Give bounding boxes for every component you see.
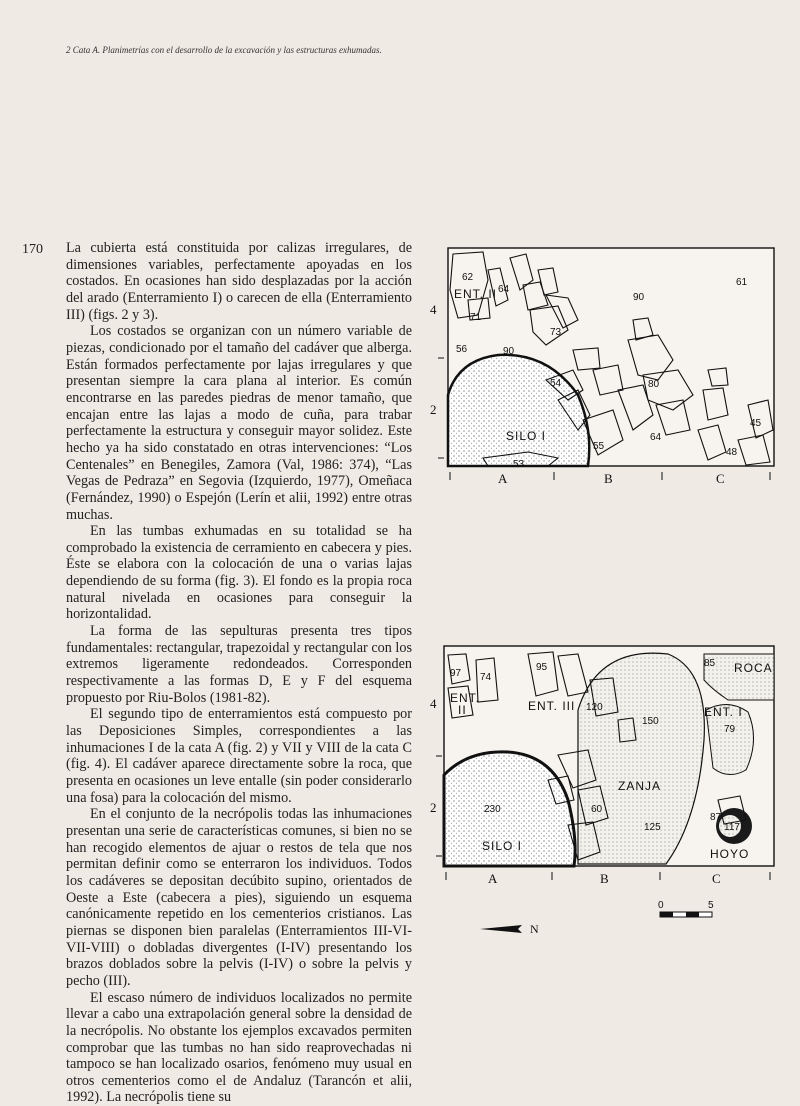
col-label: B (600, 871, 609, 886)
plan-label: ROCA (734, 661, 773, 675)
site-plan-top (428, 240, 780, 490)
paragraph: En las tumbas exhumadas en su totalidad se ha comprobado la existencia de cerramiento en cabecera y pies. Éste se elabora con la colocación de una o varias lajas dependiendo de su forma (fig. 3). El fondo es la propia roca natural nivelada en ocasiones para conseguir la horizontalidad. (66, 523, 412, 623)
paragraph: El segundo tipo de enterramientos está compuesto por las Deposiciones Simples, correspondientes a las inhumaciones I de la cata A (fig. 2) y VII y VIII de la cata C (fig. 4). El cadáver aparece directamente sobre la roca, que presenta en ocasiones un leve entalle (sin poder considerarlo una fosa) para la colocación del mismo. (66, 706, 412, 806)
col-label: C (716, 471, 725, 486)
north-label: N (530, 922, 539, 936)
plan-label: 87 (710, 812, 722, 823)
scale-start: 0 (658, 900, 664, 911)
plan-label: 150 (642, 716, 659, 727)
plan-label: 97 (450, 668, 462, 679)
plan-label: 117 (724, 822, 740, 833)
plan-label: 79 (724, 724, 736, 735)
plan-label: 62 (462, 272, 474, 283)
plan-label: HOYO (710, 847, 750, 861)
plan-label: 90 (503, 346, 515, 357)
plan-label: 85 (704, 658, 716, 669)
plan-label: ENT. (450, 691, 481, 705)
plan-label: 61 (736, 277, 748, 288)
figure-caption: 2 Cata A. Planimetrías con el desarrollo de la excavación y las estructuras exhumadas. (66, 45, 382, 55)
paragraph: En el conjunto de la necrópolis todas las inhumaciones presentan una serie de características comunes, si bien no se han recogido elementos de ajuar o restos de tela que nos permitan definir como se enterraron los individuos. Todos los cadáveres se depositan decúbito supino, orientados de Oeste a Este (cabecera a pies), siguiendo un esquema canónicamente repetido en los cementerios cristianos. Las piernas se disponen bien paralelas (Enterramientos III-VI-VII-VIII) o dobladas divergentes (I-IV) presentando los brazos doblados sobre la pelvis (I-IV) o sobre la pelvis y pecho (III). (66, 806, 412, 989)
paragraph: La cubierta está constituida por calizas irregulares, de dimensiones variables, perfectamente apoyadas en los costados. En ocasiones han sido desplazadas por la acción del arado (Enterramiento I) o carecen de ella (Enterramiento III) (figs. 2 y 3). (66, 240, 412, 323)
row-label: 2 (430, 402, 437, 417)
north-arrow (478, 916, 558, 942)
scale-bar (652, 898, 722, 924)
site-plan-bottom (428, 640, 780, 890)
col-label: A (488, 871, 498, 886)
paragraph: Los costados se organizan con un número variable de piezas, condicionado por el tamaño del cadáver que alberga. Están formados perfectamente por lajas irregulares y que presentan siempre la cara plana al interior. Es común encontrarse en las paredes piedras de menor tamaño, que encajan entre las lajas a modo de cuña, para trabar perfectamente la estructura y conseguir mayor solidez. Este hecho ya ha sido constatado en otras intervenciones: “Los Centenales” en Benegiles, Zamora (Val, 1986: 374), “Las Vegas de Pedraza” en Segovia (Izquierdo, 1977), Omeñaca (Fernández, 1990) o Espejón (Lerín et alii, 1992) entre otras muchas. (66, 323, 412, 523)
plan-label: SILO I (506, 429, 547, 443)
plan-label: 60 (591, 804, 603, 815)
plan-label: 55 (593, 441, 605, 452)
plan-label: 80 (648, 379, 660, 390)
paragraph: El escaso número de individuos localizados no permite llevar a cabo una extrapolación general sobre la densidad de la necrópolis. No obstante los ejemplos excavados permiten comprobar que las tumbas no han sido reaprovechadas ni tampoco se han localizado osarios, fenómeno muy usual en otros cementerios como el de Andaluz (Tarancón et alii, 1992). La necrópolis tiene su (66, 989, 412, 1106)
plan-label: 230 (484, 804, 501, 815)
plan-label: ENT. III (528, 699, 576, 713)
plan-label: ENT. I (704, 705, 743, 719)
page-number: 170 (22, 242, 43, 257)
plan-label: 53 (513, 459, 525, 470)
plan-label: 64 (650, 432, 662, 443)
plan-label: 90 (633, 292, 645, 303)
plan-label: 54 (550, 378, 562, 389)
row-label: 4 (430, 696, 437, 711)
paragraph: La forma de las sepulturas presenta tres tipos fundamentales: rectangular, trapezoidal y rectangular con los extremos ligeramente redondeados. Corresponden respectivamente a las formas D, E y F del esquema propuesto por Riu-Bolos (1981-82). (66, 623, 412, 706)
plan-label: 73 (550, 327, 562, 338)
col-label: B (604, 471, 613, 486)
col-label: C (712, 871, 721, 886)
plan-label: 74 (480, 672, 492, 683)
plan-label: 64 (498, 284, 510, 295)
body-text (66, 240, 412, 1106)
row-label: 2 (430, 800, 437, 815)
plan-label: ZANJA (618, 779, 662, 793)
plan-label: 71 (470, 312, 482, 323)
scale-end: 5 (708, 900, 714, 911)
plan-label: SILO I (482, 839, 523, 853)
plan-label: II (458, 703, 467, 717)
plan-label: 120 (586, 702, 603, 713)
plan-label: 125 (644, 822, 661, 833)
col-label: A (498, 471, 508, 486)
plan-label: 45 (750, 418, 762, 429)
plan-label: 95 (536, 662, 548, 673)
plan-label: 48 (726, 447, 738, 458)
plan-label: ENT. II (454, 287, 498, 301)
row-label: 4 (430, 302, 437, 317)
plan-label: 56 (456, 344, 468, 355)
